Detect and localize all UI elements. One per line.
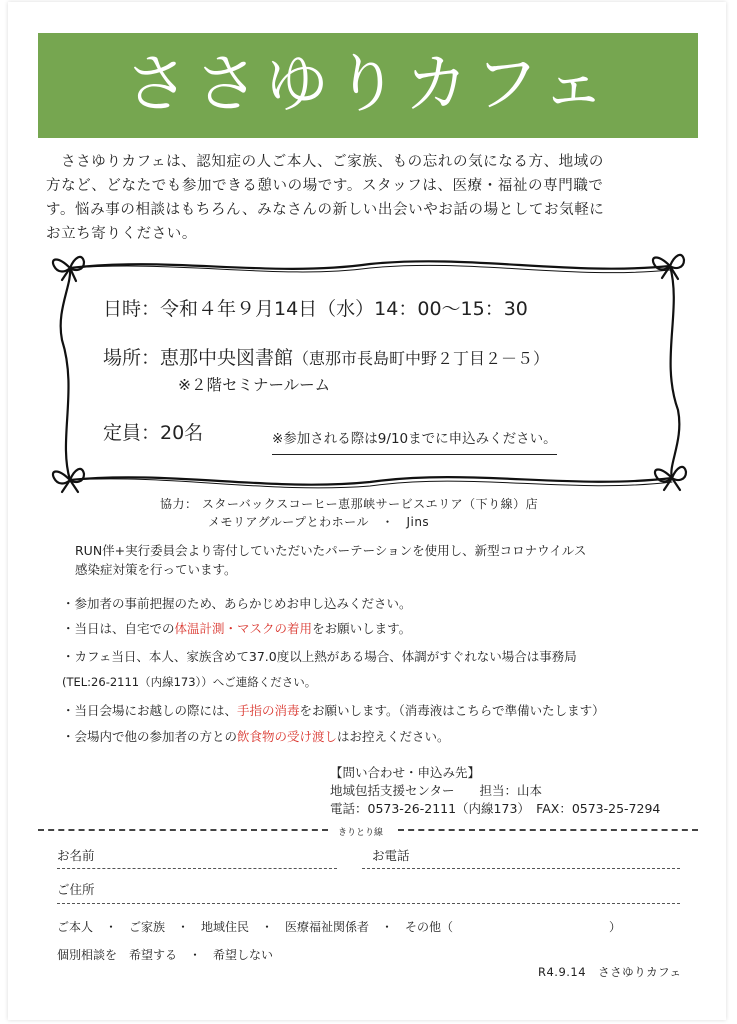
contact-phone: 電話：0573-26-2111（内線173） FAX：0573-25-7294 (330, 801, 661, 816)
event-datetime: 日時：令和４年９月14日（水）14：00～15：30 (103, 298, 528, 320)
ribbon-frame (50, 250, 690, 495)
contact-block (330, 764, 660, 818)
notice-text: ・当日会場にお越しの際には、 (62, 703, 238, 718)
deadline-note: ※参加される際は9/10までに申込みください。 (272, 426, 557, 455)
notice-highlight: ・ (224, 621, 238, 636)
notice-highlight: マスクの着用 (237, 621, 313, 636)
contact-heading: 【問い合わせ・申込み先】 (330, 765, 481, 780)
title-banner: ささゆりカフェ (38, 33, 698, 138)
phone-field[interactable] (362, 868, 680, 869)
intro-line: す。悩み事の相談はもちろん、みなさんの新しい出会いやお話の場としてお気軽に (46, 202, 605, 218)
cut-label: きりとり線 (338, 828, 384, 838)
footer-date: R4.9.14 ささゆりカフェ (538, 965, 682, 979)
notice-text: ・当日は、自宅での (62, 621, 175, 636)
notice-text: をお願いします。（消毒液はこちらで準備いたします） (299, 703, 605, 718)
event-capacity: 定員：20名 (103, 422, 204, 444)
place-label: 場所： (103, 347, 161, 369)
relation-options[interactable]: ご本人 ・ ご家族 ・ 地域住民 ・ 医療福祉関係者 ・ その他（ ） (57, 920, 622, 934)
notice-text: ・会場内で他の参加者の方との (62, 729, 238, 744)
place-address: （恵那市長島町中野２丁目２－５） (293, 349, 550, 368)
name-label: お名前 (57, 848, 95, 863)
cut-line-left (38, 829, 328, 831)
run-note-line: RUN伴+実行委員会より寄付していただいたパーテーションを使用し、新型コロナウイルス (75, 543, 587, 558)
event-place (103, 345, 549, 372)
address-field[interactable] (57, 903, 680, 904)
place-name: 恵那中央図書館 (160, 347, 294, 369)
cooperation-line: 協力： スターバックスコーヒー恵那峡サービスエリア（下り線）店 (160, 497, 539, 511)
notice-item (62, 727, 450, 745)
ribbon-bow-top-right-icon (653, 255, 684, 279)
address-label: ご住所 (57, 882, 95, 897)
notice-item (62, 619, 411, 637)
contact-org: 地域包括支援センター 担当：山本 (330, 783, 543, 798)
intro-line: お立ち寄りください。 (46, 226, 197, 242)
place-room: ※２階セミナールーム (178, 376, 331, 394)
notice-text: はお控えください。 (337, 729, 450, 744)
notice-highlight: 飲食物の受け渡し (237, 729, 338, 744)
consult-options[interactable]: 個別相談を 希望する ・ 希望しない (57, 948, 274, 962)
run-note (75, 541, 695, 579)
notice-item (62, 701, 605, 719)
notice-item: ・カフェ当日、本人、家族含めて37.0度以上熱がある場合、体調がすぐれない場合は事務局 (62, 649, 577, 664)
name-field[interactable] (57, 868, 337, 869)
intro-line: ささゆりカフェは、認知症の人ご本人、ご家族、もの忘れの気になる方、地域の (46, 154, 604, 170)
run-note-line: 感染症対策を行っています。 (75, 562, 237, 577)
notice-item: (TEL:26-2111（内線173））へご連絡ください。 (62, 675, 317, 689)
phone-label: お電話 (372, 848, 410, 863)
notice-highlight: 手指の消毒 (237, 703, 300, 718)
notice-text: をお願いします。 (312, 621, 412, 636)
cooperation-line: メモリアグループとわホール ・ Jins (208, 515, 430, 529)
intro-line: 方など、どなたでも参加できる憩いの場です。スタッフは、医療・福祉の専門職で (46, 178, 604, 194)
notice-item: ・参加者の事前把握のため、あらかじめお申し込みください。 (62, 596, 412, 611)
notice-highlight: 体温計測 (174, 621, 225, 636)
cut-line-right (398, 829, 698, 831)
intro-paragraph (46, 150, 696, 246)
